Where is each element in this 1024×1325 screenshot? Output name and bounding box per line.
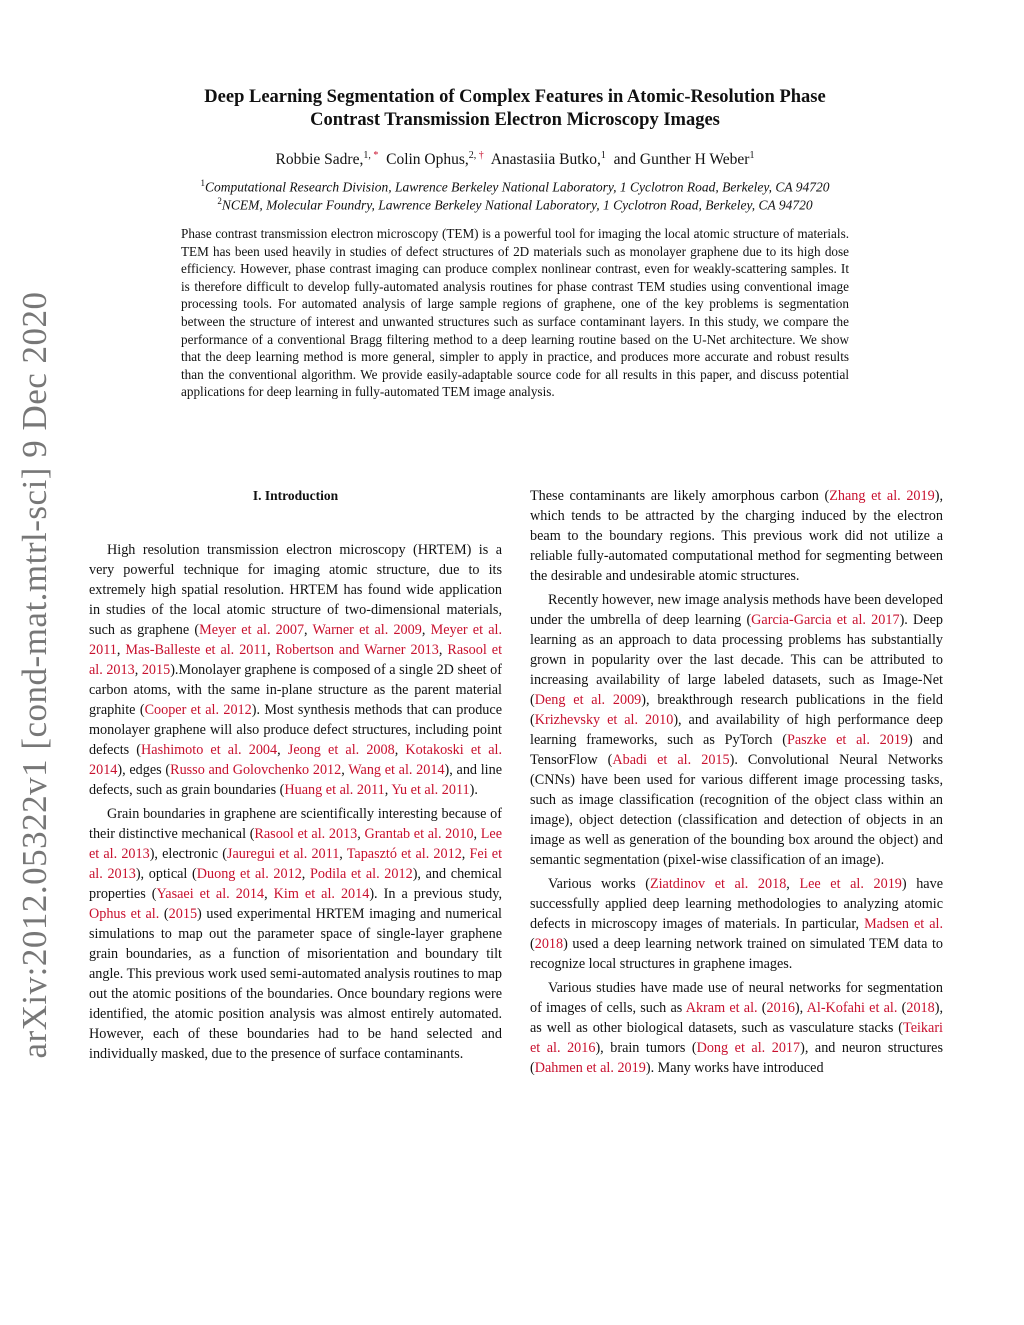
text-run: ). Many works have introduced [645, 1060, 824, 1076]
title-line-2: Contrast Transmission Electron Microscopy Images [310, 110, 720, 130]
citation-link[interactable]: Dahmen et al. 2019 [534, 1060, 646, 1076]
text-run: ( [897, 1000, 907, 1016]
citation-link[interactable]: Abadi et al. 2015 [612, 752, 730, 768]
text-run: , [438, 642, 448, 658]
text-run: ) used a deep learning network trained on simulated TEM data to recognize local structures in graphene images. [530, 936, 943, 972]
paper-title [100, 86, 930, 132]
citation-link[interactable]: Meyer et al. 2011 [89, 622, 502, 658]
affiliation-2: $^2$NCEM, Molecular Foundry, Lawrence Berkeley National Laboratory, 1 Cyclotron Road, Berkeley, CA 94720 [217, 196, 813, 213]
citation-link[interactable]: Rasool et al. 2013 [254, 826, 358, 842]
citation-link[interactable]: Krizhevsky et al. 2010 [534, 712, 674, 728]
citation-link[interactable]: 2018 [906, 1000, 935, 1016]
text-run: ), and chemical properties ( [89, 866, 502, 902]
text-run: Various works ( [548, 876, 650, 892]
citation-link[interactable]: Mas-Balleste et al. 2011 [125, 642, 268, 658]
text-run: , [116, 642, 126, 658]
text-run: , [357, 826, 365, 842]
text-run: ), as well as other biological datasets, such as vasculature stacks ( [530, 1000, 944, 1036]
citation-link[interactable]: 2018 [534, 936, 564, 952]
section-heading: I. Introduction [252, 488, 339, 503]
author: Anastasiia Butko,$^1$ [490, 150, 606, 169]
citation-link[interactable]: Kim et al. 2014 [273, 886, 370, 902]
text-run: , [473, 826, 481, 842]
text-run: , [267, 642, 276, 658]
citation-link[interactable]: Robertson and Warner 2013 [275, 642, 439, 658]
citation-link[interactable]: Kotakoski et al. 2014 [89, 742, 503, 778]
body-paragraph [530, 978, 943, 1078]
text-run: , [134, 662, 142, 678]
text-run: ).Monolayer graphene is composed of a single 2D sheet of carbon atoms, with the same in-plane structure as the parent material graphite ( [89, 662, 502, 718]
text-run: ). Deep learning as an approach to data processing problems has substantially grown in popularity over the last decade. This can be attributed to increasing availability of large labeled datasets, such as Image-Net ( [530, 612, 943, 708]
citation-link[interactable]: Lee et al. 2013 [89, 826, 503, 862]
left-column [89, 486, 502, 1068]
citation-link[interactable]: Zhang et al. 2019 [829, 488, 935, 504]
citation-link[interactable]: Cooper et al. 2012 [144, 702, 252, 718]
citation-link[interactable]: Rasool et al. 2013 [89, 642, 503, 678]
title-line-1: Deep Learning Segmentation of Complex Features in Atomic-Resolution Phase [204, 87, 826, 107]
text-run: ). In a previous study, [369, 886, 502, 902]
text-run: , [264, 886, 274, 902]
right-column [530, 486, 943, 1082]
citation-link[interactable]: Deng et al. 2009 [534, 692, 642, 708]
text-run: ) have successfully applied deep learning methodologies to analyzing atomic defects in microscopy images of materials. In particular, [530, 876, 943, 932]
citation-link[interactable]: Meyer et al. 2007 [199, 622, 305, 638]
citation-link[interactable]: Akram et al. [685, 1000, 758, 1016]
citation-link[interactable]: Grantab et al. 2010 [364, 826, 474, 842]
citation-link[interactable]: Wang et al. 2014 [348, 762, 445, 778]
text-run: ). Convolutional Neural Networks (CNNs) have been used for various different image processing tasks, such as image classification (recognition of the object class within an image), object detection (classification and detection of objects in an image as well as generation of the bounding box around the object) and semantic segmentation (pixel-wise classification of an image). [530, 752, 943, 868]
citation-link[interactable]: Duong et al. 2012 [196, 866, 302, 882]
text-run: Grain boundaries in graphene are scientifically interesting because of their distinctive mechanical ( [89, 806, 502, 842]
author: Robbie Sadre,$^{1,}$ * [275, 150, 379, 169]
citation-link[interactable]: 2015 [141, 662, 171, 678]
citation-link[interactable]: Madsen et al. [864, 916, 943, 932]
body-paragraph [530, 486, 943, 586]
text-run: Recently however, new image analysis methods have been developed under the umbrella of deep learning ( [530, 592, 943, 628]
body-paragraph [89, 540, 502, 800]
citation-link[interactable]: Warner et al. 2009 [312, 622, 422, 638]
text-run: ), and line defects, such as grain boundaries ( [89, 762, 503, 798]
citation-link[interactable]: Ophus et al. [89, 906, 160, 922]
text-run: , [301, 866, 311, 882]
text-run: , [384, 782, 392, 798]
citation-link[interactable]: Garcia-Garcia et al. 2017 [751, 612, 900, 628]
text-run: ), optical ( [135, 866, 197, 882]
citation-link[interactable]: Podila et al. 2012 [310, 866, 413, 882]
citation-link[interactable]: Al-Kofahi et al. [806, 1000, 898, 1016]
citation-link[interactable]: Ziatdinov et al. 2018 [649, 876, 787, 892]
arxiv-id-text: arXiv:2012.05322v1 [cond-mat.mtrl-sci] 9 Dec 2020 [15, 291, 54, 1059]
body-paragraph [89, 804, 502, 1064]
text-run: ), which tends to be attracted by the charging induced by the electron beam to the boundary regions. This previous work did not utilize a reliable fully-automated computational method for segmenting between the desirable and undesirable atomic structures. [530, 488, 943, 584]
text-run: ( [757, 1000, 767, 1016]
text-run: ). [469, 782, 478, 798]
text-run: , [339, 846, 347, 862]
citation-link[interactable]: Hashimoto et al. 2004 [141, 742, 278, 758]
text-run: ( [159, 906, 169, 922]
author: and Gunther H Weber$^1$ [613, 150, 755, 169]
text-run: ), and neuron structures ( [530, 1040, 943, 1076]
citation-link[interactable]: Dong et al. 2017 [696, 1040, 801, 1056]
arxiv-identifier-sidebar [15, 291, 55, 1059]
text-run: , [277, 742, 288, 758]
text-run: , [304, 622, 313, 638]
citation-link[interactable]: Tapasztó et al. 2012 [346, 846, 462, 862]
text-run: ). Most synthesis methods that can produce monolayer graphene will also produce defect structures, including point defects ( [89, 702, 502, 758]
citation-link[interactable]: Fei et al. 2013 [89, 846, 503, 882]
author-list [100, 150, 930, 169]
text-run: ), electronic ( [149, 846, 227, 862]
citation-link[interactable]: Huang et al. 2011 [284, 782, 385, 798]
body-paragraph [530, 874, 943, 974]
text-run: , [786, 876, 800, 892]
citation-link[interactable]: Russo and Golovchenko 2012 [170, 762, 342, 778]
citation-link[interactable]: 2015 [168, 906, 198, 922]
citation-link[interactable]: Jauregui et al. 2011 [226, 846, 340, 862]
citation-link[interactable]: Jeong et al. 2008 [287, 742, 395, 758]
text-run: ), edges ( [117, 762, 171, 778]
text-run: ) used experimental HRTEM imaging and numerical simulations to map out the parameter space of single-layer graphene grain boundaries, as a function of misorientation and boundary tilt angle. This previous work used semi-automated analysis routines to map out the atomic positions of the boundaries. Once boundary regions were identified, the atomic position analysis was almost entirely automated. However, each of these boundaries had to be hand selected and individually masked, due to the presence of surface contaminants. [89, 906, 503, 1062]
text-run: ) and TensorFlow ( [530, 732, 943, 768]
text-run: ( [530, 936, 535, 952]
text-run: , [341, 762, 349, 778]
citation-link[interactable]: 2016 [766, 1000, 795, 1016]
citation-link[interactable]: Yasaei et al. 2014 [156, 886, 265, 902]
text-run: , [461, 846, 470, 862]
author: Colin Ophus,$^{2,}$ † [386, 150, 484, 169]
citation-link[interactable]: Yu et al. 2011 [391, 782, 470, 798]
citation-link[interactable]: Teikari et al. 2016 [530, 1020, 943, 1056]
text-run: , [421, 622, 431, 638]
text-run: These contaminants are likely amorphous carbon ( [530, 488, 830, 504]
affiliation-1: $^1$Computational Research Division, Lawrence Berkeley National Laboratory, 1 Cyclotron Road, Berkeley, CA 94720 [200, 178, 830, 195]
text-run: , [394, 742, 406, 758]
citation-link[interactable]: Paszke et al. 2019 [786, 732, 909, 748]
citation-link[interactable]: Lee et al. 2019 [799, 876, 902, 892]
text-run: ), breakthrough research publications in the field ( [530, 692, 943, 728]
body-paragraph [530, 590, 943, 870]
abstract: Phase contrast transmission electron microscopy (TEM) is a powerful tool for imaging the local atomic structure of materials. TEM has been used heavily in studies of defect structures of 2D materials such as monolayer graphene due to its high dose efficiency. However, phase contrast imaging can produce complex nonlinear contrast, even for weakly-scattering samples. It is therefore difficult to develop fully-automated analysis routines for phase contrast TEM studies using conventional image processing tools. For automated analysis of large sample regions of graphene, one of the key problems is segmentation between the structure of interest and unwanted structures such as surface contaminant layers. In this study, we compare the performance of a conventional Bragg filtering method to a deep learning routine based on the U-Net architecture. We show that the deep learning method is more general, simpler to apply in practice, and produces more accurate and robust results than the conventional algorithm. We provide easily-adaptable source code for all results in this paper, and discuss potential applications for deep learning in fully-automated TEM image analysis. [181, 226, 849, 400]
text-run: High resolution transmission electron microscopy (HRTEM) is a very powerful technique for imaging atomic structure, due to its extremely high spatial resolution. HRTEM has found wide application in studies of the local atomic structure of two-dimensional materials, such as graphene ( [89, 542, 502, 638]
text-run: ), [794, 1000, 807, 1016]
text-run: Various studies have made use of neural networks for segmentation of images of cells, such as [530, 980, 943, 1016]
text-run: ), and availability of high performance deep learning frameworks, such as PyTorch ( [530, 712, 943, 748]
text-run: ), brain tumors ( [595, 1040, 697, 1056]
